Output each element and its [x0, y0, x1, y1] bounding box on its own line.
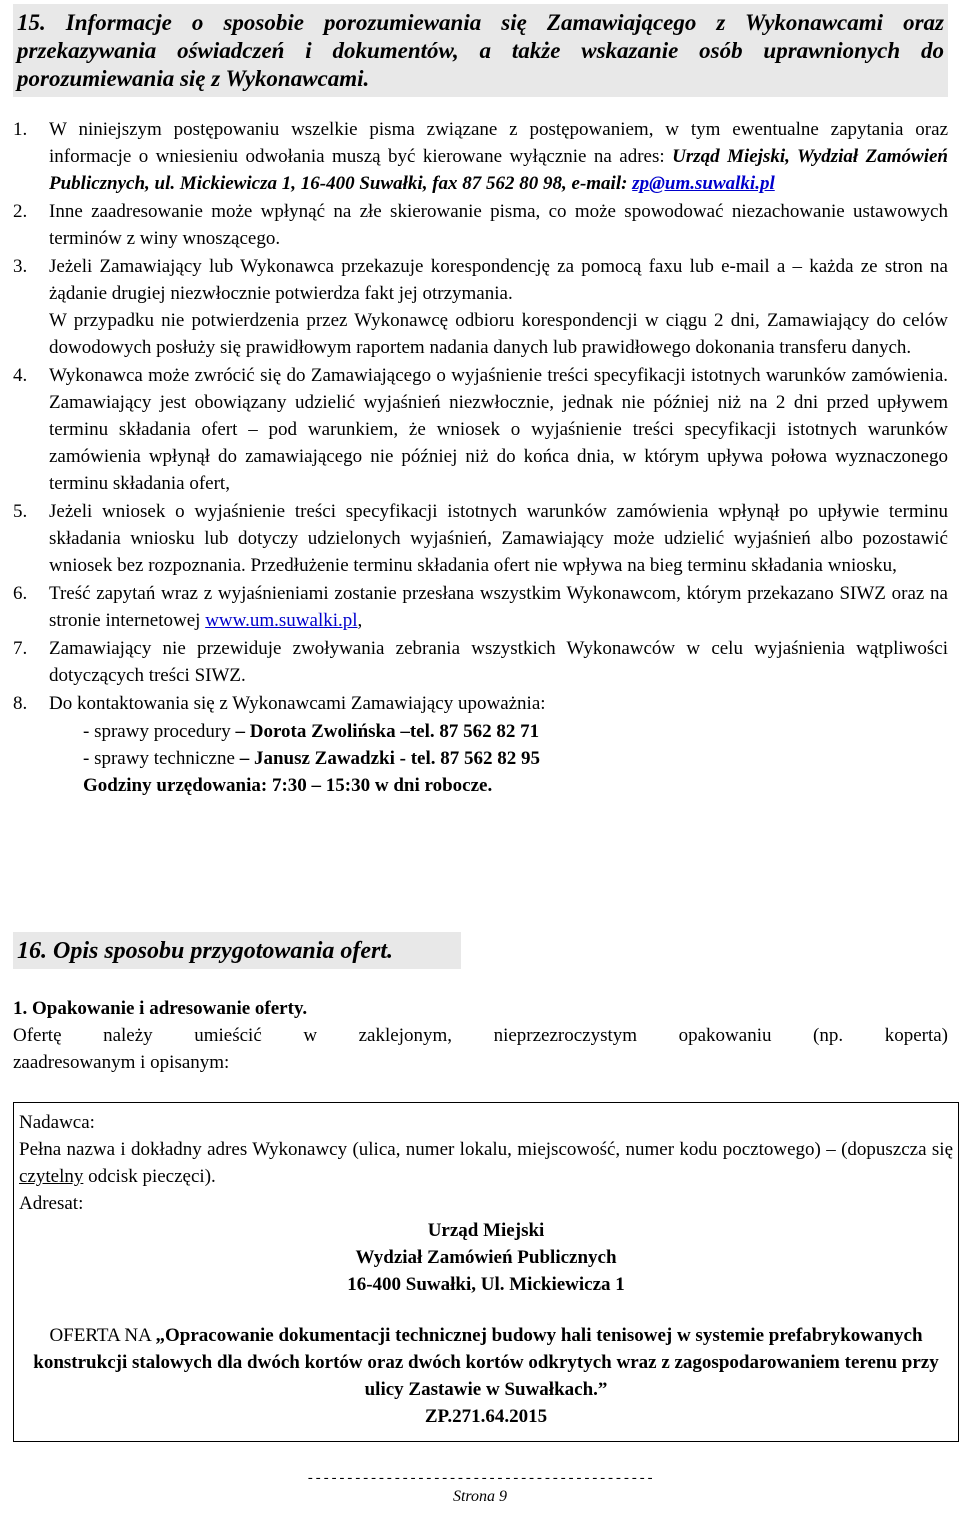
list-item-1 — [13, 116, 948, 197]
contact-label: - sprawy procedury — [83, 721, 236, 742]
contact-list — [13, 718, 948, 799]
item-number: 3. — [13, 256, 28, 277]
item-text — [49, 253, 948, 361]
sender-description: Pełna nazwa i dokładny adres Wykonawcy (ulica, numer lokalu, miejscowość, numer kodu pocztowego) – (dopuszcza się — [19, 1139, 953, 1160]
item-1-text: W niniejszym postępowaniu wszelkie pisma związane z postępowaniem, w tym ewentualne zapytania oraz informacje o wniesieniu odwołania muszą być kierowane wyłącznie na adres: — [49, 119, 948, 167]
item-6-text-end: , — [357, 610, 363, 631]
page-footer — [0, 1471, 960, 1507]
addressee-line-3: 16-400 Suwałki, Ul. Mickiewicza 1 — [347, 1274, 625, 1295]
item-number: 7. — [13, 638, 28, 659]
item-number: 8. — [13, 693, 28, 714]
offer-subject: „Opracowanie dokumentacji technicznej budowy hali tenisowej w systemie prefabrykowanych konstrukcji stalowych dla dwóch kortów oraz dwóch kortów odkrytych wraz z zagospodarowaniem terenu przy ulicy Zastawie w Suwałkach.” — [33, 1325, 939, 1400]
list-item-6 — [13, 580, 948, 634]
contact-person: – Janusz Zawadzki - tel. 87 562 82 95 — [239, 748, 541, 769]
office-hours: Godziny urzędowania: 7:30 – 15:30 w dni robocze. — [83, 775, 493, 796]
contact-technical — [83, 745, 948, 772]
list-item-3 — [13, 253, 948, 361]
item-number: 5. — [13, 501, 28, 522]
website-link[interactable]: www.um.suwalki.pl — [205, 610, 358, 631]
list-item-2 — [13, 198, 948, 252]
sender-underlined: czytelny — [19, 1166, 84, 1187]
item-3-text-2: W przypadku nie potwierdzenia przez Wykonawcę odbioru korespondencji w ciągu 2 dni, Zamawiający do celów dowodowych posłuży się prawidłowym raportem nadania danych lub prawidłowego dokonania transferu danych. — [49, 310, 948, 358]
addressee-line-2: Wydział Zamówień Publicznych — [355, 1247, 617, 1268]
item-text: Inne zaadresowanie może wpłynąć na złe skierowanie pisma, co może spowodować niezachowanie ustawowych terminów z winy wnoszącego. — [49, 201, 948, 249]
offer-prefix: OFERTA NA — [49, 1325, 156, 1346]
item-6-text: Treść zapytań wraz z wyjaśnieniami zostanie przesłana wszystkim Wykonawcom, którym przekazano SIWZ oraz na stronie internetowej — [49, 583, 948, 631]
item-number: 4. — [13, 365, 28, 386]
reference-number: ZP.271.64.2015 — [424, 1406, 548, 1427]
subsection-text-2: zaadresowanym i opisanym: — [13, 1052, 230, 1073]
contact-procedure — [83, 718, 948, 745]
contact-label: - sprawy techniczne — [83, 748, 240, 769]
contact-person: – Dorota Zwolińska –tel. 87 562 82 71 — [235, 721, 540, 742]
footer-rule: -------------------------------------------- — [306, 1471, 654, 1487]
item-text — [49, 580, 948, 634]
item-text: Do kontaktowania się z Wykonawcami Zamawiający upoważnia: — [49, 693, 546, 714]
list-item-5 — [13, 498, 948, 579]
subsection-1 — [13, 995, 948, 1076]
addressee-label: Adresat: — [19, 1193, 84, 1214]
item-number: 6. — [13, 583, 28, 604]
addressee-line-1: Urząd Miejski — [427, 1220, 545, 1241]
subsection-title: 1. Opakowanie i adresowanie oferty. — [13, 998, 308, 1019]
item-number: 2. — [13, 201, 28, 222]
email-link[interactable]: zp@um.suwalki.pl — [632, 173, 775, 194]
item-number: 1. — [13, 119, 28, 140]
section-16-heading: 16. Opis sposobu przygotowania ofert. — [13, 932, 461, 969]
sender-label: Nadawca: — [19, 1112, 95, 1133]
list-item-4 — [13, 362, 948, 497]
page-number: Strona 9 — [452, 1488, 508, 1505]
item-text: Zamawiający nie przewiduje zwoływania zebrania wszystkich Wykonawców w celu wyjaśnienia wątpliwości dotyczących treści SIWZ. — [49, 638, 948, 686]
item-text — [49, 116, 948, 197]
sender-description-end: odcisk pieczęci). — [83, 1166, 216, 1187]
section-15-list — [13, 116, 948, 799]
section-15-heading: 15. Informacje o sposobie porozumiewania się Zamawiającego z Wykonawcami oraz przekazywania oświadczeń i dokumentów, a także wskazanie osób uprawnionych do porozumiewania się z Wykonawcami. — [13, 4, 948, 97]
offer-title — [19, 1322, 953, 1403]
item-text: Wykonawca może zwrócić się do Zamawiającego o wyjaśnienie treści specyfikacji istotnych warunków zamówienia. Zamawiający jest obowiązany udzielić wyjaśnień niezwłocznie, jednak nie później niż na 2 dni przed upływem terminu składania ofert – pod warunkiem, że wniosek o wyjaśnienie treści specyfikacji istotnych warunków zamówienia wpłynął do zamawiającego nie później niż do końca dnia, w którym upływa połowa wyznaczonego terminu składania ofert, — [49, 365, 948, 494]
list-item-8 — [13, 690, 948, 717]
list-item-7 — [13, 635, 948, 689]
item-3-text: Jeżeli Zamawiający lub Wykonawca przekazuje korespondencję za pomocą faxu lub e-mail a – każda ze stron na żądanie drugiej niezwłocznie potwierdza fakt jej otrzymania. — [49, 256, 948, 304]
subsection-text: Ofertę należy umieścić w zaklejonym, nieprzezroczystym opakowaniu (np. koperta) — [13, 1025, 948, 1046]
item-text: Jeżeli wniosek o wyjaśnienie treści specyfikacji istotnych warunków zamówienia wpłynął po upływie terminu składania wniosku lub dotyczy udzielonych wyjaśnień, Zamawiający może udzielić wyjaśnień albo pozostawić wniosek bez rozpoznania. Przedłużenie terminu składania ofert nie wpływa na bieg terminu składania wniosku, — [49, 501, 948, 576]
envelope-box — [13, 1102, 959, 1442]
address-text: Urząd Miejski, Wydział Zamówień Publicznych, ul. Mickiewicza 1, 16-400 Suwałki, fax 87 562 80 98, e-mail: — [49, 146, 948, 194]
sender-text — [19, 1136, 953, 1190]
